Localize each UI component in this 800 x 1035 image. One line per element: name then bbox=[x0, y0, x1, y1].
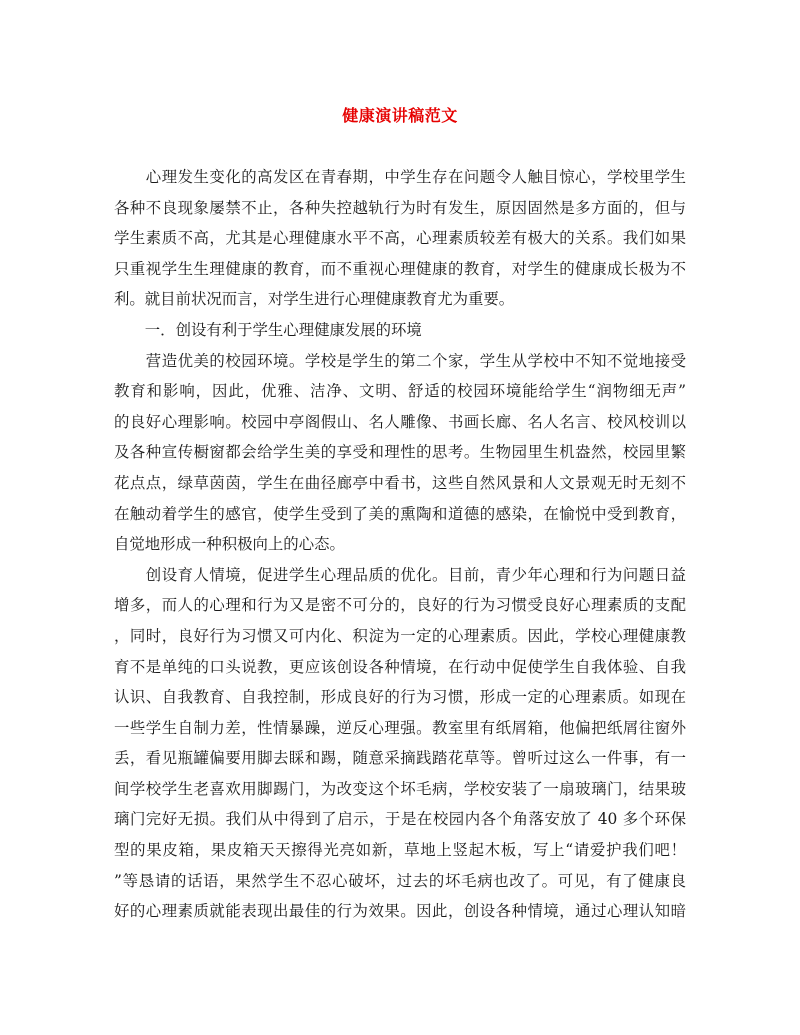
body-line: 的良好心理影响。校园中亭阁假山、名人雕像、书画长廊、名人名言、校风校训以 bbox=[114, 412, 686, 431]
body-line: 增多，而人的心理和行为又是密不可分的，良好的行为习惯受良好心理素质的支配 bbox=[114, 596, 686, 615]
body-line: 认识、自我教育、自我控制，形成良好的行为习惯，形成一定的心理素质。如现在 bbox=[114, 688, 686, 707]
body-line: 自觉地形成一种积极向上的心态。 bbox=[114, 535, 345, 554]
body-line: ，同时，良好行为习惯又可内化、积淀为一定的心理素质。因此，学校心理健康教 bbox=[114, 626, 686, 645]
body-line: 只重视学生生理健康的教育，而不重视心理健康的教育，对学生的健康成长极为不 bbox=[114, 259, 686, 278]
body-line: 型的果皮箱，果皮箱天天擦得光亮如新，草地上竖起木板，写上“请爱护我们吧！ bbox=[114, 841, 686, 860]
body-line: 一．创设有利于学生心理健康发展的环境 bbox=[114, 320, 422, 339]
body-line: 一些学生自制力差，性情暴躁，逆反心理强。教室里有纸屑箱，他偏把纸屑往窗外 bbox=[114, 718, 686, 737]
body-line: 利。就目前状况而言，对学生进行心理健康教育尤为重要。 bbox=[114, 290, 515, 309]
body-line: 学生素质不高，尤其是心理健康水平不高，心理素质较差有极大的关系。我们如果 bbox=[114, 229, 686, 248]
body-line: 营造优美的校园环境。学校是学生的第二个家，学生从学校中不知不觉地接受 bbox=[114, 351, 686, 370]
body-line: 花点点，绿草茵茵，学生在曲径廊亭中看书，这些自然风景和人文景观无时无刻不 bbox=[114, 473, 686, 492]
body-line: 创设育人情境，促进学生心理品质的优化。目前，青少年心理和行为问题日益 bbox=[114, 565, 686, 584]
body-line: 教育和影响，因此，优雅、洁净、文明、舒适的校园环境能给学生“润物细无声” bbox=[114, 382, 686, 401]
body-line: 心理发生变化的高发区在青春期，中学生存在问题令人触目惊心，学校里学生 bbox=[114, 168, 686, 186]
body-line: 各种不良现象屡禁不止，各种失控越轨行为时有发生，原因固然是多方面的，但与 bbox=[114, 198, 686, 217]
body-line: 间学校学生老喜欢用脚踢门，为改变这个坏毛病，学校安装了一扇玻璃门，结果玻 bbox=[114, 779, 686, 798]
body-line: 好的心理素质就能表现出最佳的行为效果。因此，创设各种情境，通过心理认知暗 bbox=[114, 902, 686, 921]
document-title: 健康演讲稿范文 bbox=[342, 106, 458, 125]
body-line: 璃门完好无损。我们从中得到了启示，于是在校园内各个角落安放了 40 多个环保 bbox=[114, 810, 686, 829]
body-line: 丢，看见瓶罐偏要用脚去睬和踢，随意采摘践踏花草等。曾听过这么一件事，有一 bbox=[114, 749, 686, 768]
body-line: ”等恳请的话语，果然学生不忍心破坏，过去的坏毛病也改了。可见，有了健康良 bbox=[114, 871, 686, 890]
document-body bbox=[114, 162, 686, 927]
body-line: 育不是单纯的口头说教，更应该创设各种情境，在行动中促使学生自我体验、自我 bbox=[114, 657, 686, 676]
body-line: 及各种宣传橱窗都会给学生美的享受和理性的思考。生物园里生机盎然，校园里繁 bbox=[114, 443, 686, 462]
body-line: 在触动着学生的感官，使学生受到了美的熏陶和道德的感染，在愉悦中受到教育， bbox=[114, 504, 686, 523]
